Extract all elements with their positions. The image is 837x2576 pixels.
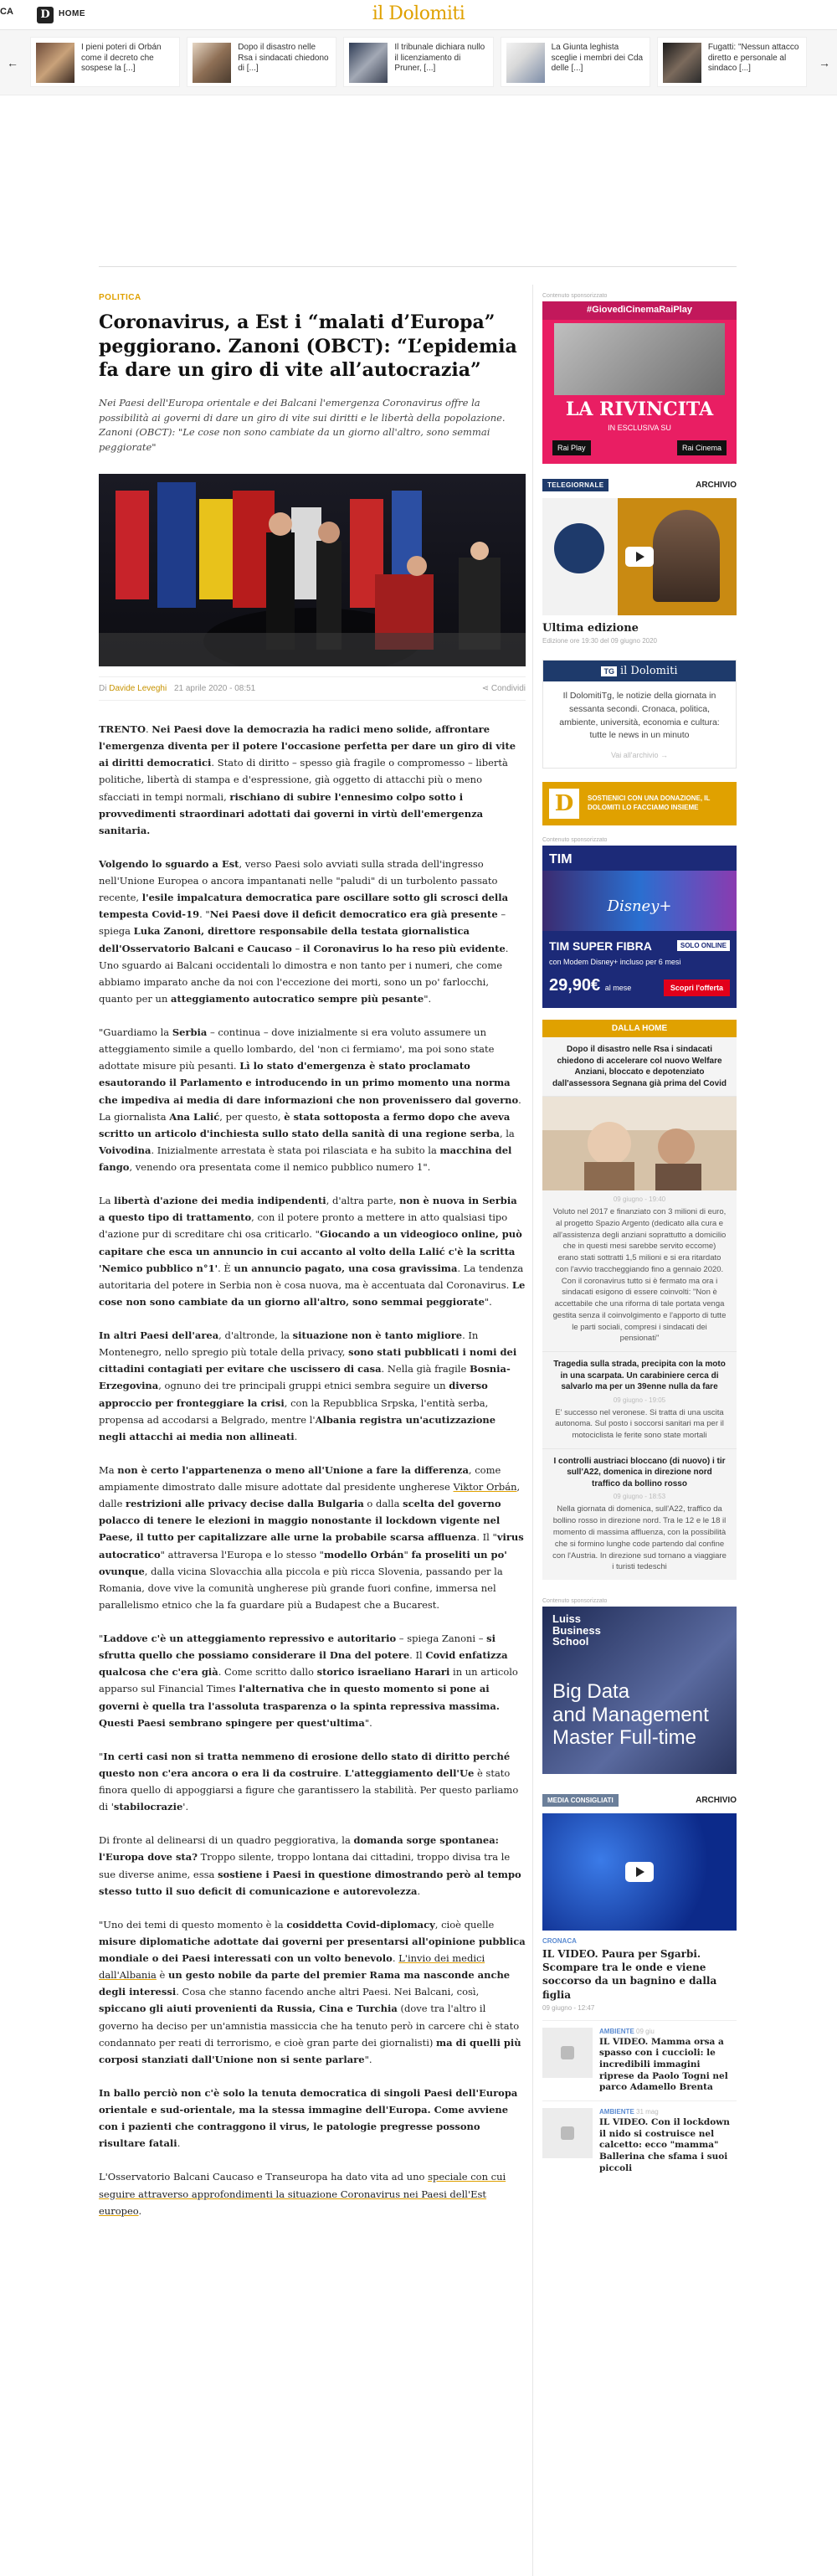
tg-promo-header [543, 661, 736, 681]
video-thumbnail-icon [542, 2028, 593, 2078]
ticker-item-text: I pieni poteri di Orbán come il decreto che sospese la [...] [81, 43, 162, 73]
article-paragraph: "Uno dei temi di questo momento è la cosiddetta Covid-diplomacy, cioè quelle misure diplomatiche adottate dai governi per presentarsi all'opinione pubblica mondiale o dei Paesi interessati con un volto benevolo. L'invio dei medici dall'Albania è un gesto nobile da parte del premier Rama ma nasconde anche degli interessi. Cosa che stanno facendo anche altri Paesi. Nei Balcani, così, spiccano gli aiuti provenienti da Russia, Cina e Turchia (dove tra l'altro il governo ha deciso per un'amnistia massiccia che ha tenuto però in carcere chi è stato condannato per reati di terrorismo, e cioè gran parte dei giornalisti) ma di quelli più corposi stanziati dall'Unione non si sente parlare". [99, 1918, 526, 2065]
media-archivio-link[interactable]: ARCHIVIO [696, 1796, 737, 1806]
dalla-home-card[interactable] [542, 1097, 737, 1352]
media-item-date: 09 giu [636, 2027, 655, 2035]
dalla-home-card[interactable] [542, 1449, 737, 1580]
share-icon: ⋖ [481, 684, 491, 694]
dalla-home-text: Voluto nel 2017 e finanziato con 3 milioni di euro, al progetto Spazio Argento (dedicato alla cura e all'assistenza degli anziani soprattutto a domicilio che in questi mesi sarebbe servito eccome) erano stati sottratti 1,5 milioni e si era ritardato con l'avvio traccheggiando fino a gennaio 2020. Con il coronavirus tutto si è fermato ma ora i sindacati esigono di essere coinvolti: "Non è accettabile che una riforma di tale portata venga gestita senza il coinvolgimento e l'apporto di tutte le parti sociali, compresi i sindacati dei pensionati" [552, 1207, 727, 1344]
ticker-thumbnail [36, 43, 74, 83]
dalla-home-title: Tragedia sulla strada, precipita con la moto in una scarpata. Un carabiniere cerca di salvarlo ma per un 39enne nulla da fare [553, 1360, 726, 1392]
donation-banner[interactable] [542, 782, 737, 825]
ticker-item[interactable] [501, 37, 650, 87]
article-paragraph: La libertà d'azione dei media indipendenti, d'altra parte, non è nuova in Serbia a questo tipo di trattamento, con il potere pronto a mettere in atto qualsiasi tipo d'azione pur di screditare chi osa criticarlo. "Giocando a un videogioco online, può capitare che esca un annuncio in cui accanto al volto della Lalić c'è la scritta 'Nemico pubblico n°1'. È un annuncio pagato, una cosa gravissima. La tendenza autoritaria del potere in Serbia non è cosa nuova, ma è accentuata dal Coronavirus. Le cose non sono cambiate da un giorno all'altro, sono semmai peggiorate". [99, 1195, 526, 1308]
disney-logo: Disney+ [607, 897, 672, 915]
media-consigliati-header [542, 1794, 737, 1807]
chevron-left-icon[interactable]: ← [7, 56, 18, 69]
tg-promo-text: Il DolomitiTg, le notizie della giornata in sessanta secondi. Cronaca, politica, ambiente, università, economia e cultura: tutte le news in un minuto [559, 691, 720, 741]
video-title[interactable]: IL VIDEO. Paura per Sgarbi. Scompare tra le onde e viene soccorso da un bagnino e dalla figlia [542, 1948, 717, 2001]
play-icon[interactable] [625, 1862, 654, 1882]
video-thumbnail-icon [542, 2108, 593, 2158]
chevron-right-icon[interactable]: → [819, 56, 830, 69]
video-category[interactable]: CRONACA [542, 1937, 577, 1946]
tim-price-suffix: al mese [604, 984, 632, 992]
ad-banner-tim[interactable] [542, 846, 737, 1008]
dalla-home-photo [542, 1097, 737, 1190]
dalla-home-box [542, 1020, 737, 1580]
hero-photo [99, 474, 526, 666]
article-paragraph: "Laddove c'è un atteggiamento repressivo e autoritario – spiega Zanoni – si sfrutta quello che possiamo considerare il Dna del potere. Il Covid enfatizza qualcosa che c'era già. Come scritto dallo storico israeliano Harari in un articolo apparso sul Financial Times l'alternativa che in questo momento si pone ai governi è quella tra l'assoluta trasparenza o la spinta repressiva massima. Questi Paesi sembrano spingere per quest'ultima". [99, 1632, 518, 1729]
dalla-home-card[interactable] [542, 1037, 737, 1097]
tg-emblem-icon [554, 523, 604, 573]
tim-ad-cta[interactable]: Scopri l'offerta [664, 979, 730, 996]
site-logo[interactable]: il Dolomiti [372, 3, 465, 24]
media-item-title: IL VIDEO. Con il lockdown il nido si costruisce nel calcetto: ecco "mamma" Ballerina che sfama i suoi piccoli [599, 2117, 730, 2173]
ticker-item[interactable] [30, 37, 180, 87]
dalla-home-text: Nella giornata di domenica, sull'A22, traffico da bollino rosso in direzione nord. Tra le 12 e le 18 il momento di massima affluenza, con la possibilità che si formino lunghe code partendo dal confine con l'Austria. In direzione sud tornano a viaggiare i turisti tedeschi [552, 1504, 727, 1572]
tim-ad-badge: SOLO ONLINE [677, 940, 730, 951]
article-paragraph: Di fronte al delinearsi di un quadro peggiorativa, la domanda sorge spontanea: l'Europa dove sta? Troppo silente, troppo lontana dai cittadini, troppo divisa tra le sue diverse anime, essa sostiene i Paesi in questione dimostrando però al tempo stesso tutto il suo deficit di comunicazione e autorevolezza. [99, 1834, 521, 1897]
dalla-home-title: I controlli austriaci bloccano (di nuovo) i tir sull'A22, domenica in direzione nord traffico da bollino rosso [553, 1456, 726, 1489]
ticker-item[interactable] [187, 37, 336, 87]
ad-label: Contenuto sponsorizzato [542, 293, 608, 299]
home-link[interactable]: HOME [59, 9, 85, 18]
tim-logo: TIM [549, 852, 573, 866]
tg-prefix: TG [601, 666, 617, 676]
tg-presenter [653, 510, 720, 602]
ticker-item-text: Dopo il disastro nelle Rsa i sindacati chiedono di [...] [238, 43, 329, 73]
article-paragraph: TRENTO. Nei Paesi dove la democrazia ha radici meno solide, affrontare l'emergenza diventa per il potere l'occasione perfetta per dare un giro di vite ai diritti democratici. Stato di diritto – spesso già fragile o compromesso – libertà politiche, libertà di stampa e d'espressione, già oggetto di attacchi più o meno sfacciati in tempi normali, rischiano di subire l'ennesimo colpo sotto i provvedimenti straordinari adottati dai governi in virtù dell'emergenza sanitaria. [99, 723, 516, 836]
column-divider [532, 285, 533, 2576]
tim-price-value: 29,90€ [549, 976, 601, 995]
ad-label: Contenuto sponsorizzato [542, 837, 608, 843]
top-bar [0, 0, 837, 30]
ad-label: Contenuto sponsorizzato [542, 1598, 608, 1605]
tim-ad-price [549, 976, 631, 995]
share-label: Condividi [490, 684, 526, 694]
article-headline: Coronavirus, a Est i “malati d’Europa” peggiorano. Zanoni (OBCT): “L’epidemia fa dare un giro di vite all’autocrazia” [99, 311, 517, 382]
byline-prefix: Di [99, 684, 107, 694]
media-item-category: AMBIENTE 31 mag [599, 2108, 659, 2116]
ticker-item[interactable] [657, 37, 807, 87]
ad-photo [554, 323, 725, 395]
ticker-thumbnail [193, 43, 231, 83]
share-button[interactable] [482, 684, 526, 693]
dalla-home-date: 09 giugno - 19:05 [613, 1396, 666, 1404]
dalla-home-date: 09 giugno - 19:40 [613, 1195, 666, 1203]
article-hero-image [99, 474, 526, 666]
video-date: 09 giugno - 12:47 [542, 2003, 595, 2012]
article-paragraph: In altri Paesi dell'area, d'altronde, la situazione non è tanto migliore. In Montenegro, nello spregio più totale della privacy, sono stati pubblicati i nomi dei cittadini contagiati per evitare che uscissero di casa. Nella già fragile Bosnia-Erzegovina, ognuno dei tre principali gruppi etnici sembra seguire un diverso approccio per fronteggiare la crisi, con la Repubblica Srpska, l'entità serba, propensa ad accodarsi a Belgrado, mentre l'Albania registra un'acutizzazione negli attacchi ai media non allineati. [99, 1329, 517, 1442]
luiss-line2: Business [552, 1623, 601, 1637]
ticker-items [30, 37, 807, 87]
article-paragraph: In ballo perciò non c'è solo la tenuta democratica di singoli Paesi dell'Europa orientale e sud-orientale, ma la stessa immagine dell'Europa. Come avviene con i pazienti che contraggono il virus, le patologie pregresse possono risultare fatali. [99, 2086, 518, 2150]
dalla-home-date: 09 giugno - 18:53 [613, 1493, 666, 1501]
article-paragraph: Ma non è certo l'appartenenza o meno all'Unione a fare la differenza, come ampiamente dimostrato dalle misure adottate dal presidente ungherese Viktor Orbán, dalle restrizioni alle privacy decise dalla Bulgaria o dalla scelta del governo polacco di tenere le elezioni in maggio nonostante il lockdown vigente nel Paese, il tutto per capitalizzare alle urne la probabile scarsa affluenza. Il "virus autocratico" attraversa l'Europa e lo stesso "modello Orbán" fa proseliti un po' ovunque, dalla vicina Slovacchia alla piccola e più ricca Slovenia, passando per la Romania, dove vive la comunità ungherese più grande fuori confine, immersa nel parallelismo etnico che la fa guardare più a Budapest che a Bucarest. [99, 1463, 524, 1611]
media-video-player[interactable] [542, 1813, 737, 1931]
ticker-item-text: La Giunta leghista sceglie i membri dei Cda delle [...] [551, 43, 644, 73]
article [99, 293, 526, 2219]
telegiornale-header [542, 479, 737, 491]
play-icon[interactable] [625, 547, 654, 567]
article-paragraph: Volgendo lo sguardo a Est, verso Paesi solo avviati sulla strada dell'ingresso nell'Unione Europea o ancora impantanati nelle "paludi" di un turbolento passato recente, l'esile impalcatura democratica pare oscillare sotto gli scrosci della tempesta Covid-19. "Nei Paesi dove il deficit democratico era già presente – spiega Luka Zanoni, direttore responsabile della testata giornalistica dell'Osservatorio Balcani e Caucaso – il Coronavirus lo ha reso più evidente. Uno sguardo ai Balcani occidentali lo dimostra e non tanto per i numeri, che come abbiamo imparato anche da noi con l'eccezione dei morti, sono un po' farlocchi, quanto per un atteggiamento autocratico sempre più pesante". [99, 857, 509, 1005]
media-item-category: AMBIENTE 09 giu [599, 2027, 655, 2035]
luiss-headline [552, 1680, 709, 1750]
tg-video-player[interactable] [542, 498, 737, 615]
media-list [542, 2020, 737, 2181]
sidebar [542, 293, 737, 2181]
ticker-item-text: Fugatti: "Nessun attacco diretto e personale al sindaco [...] [707, 43, 799, 73]
ad-brand-raiplay: Rai Play [552, 440, 591, 455]
tg-brand: il Dolomiti [619, 665, 678, 677]
telegiornale-tag[interactable]: TELEGIORNALE [542, 479, 608, 491]
ticker-item-text: Il tribunale dichiara nullo il licenziamento di Pruner, [...] [394, 43, 485, 73]
media-list-item[interactable] [542, 2100, 737, 2181]
ad-banner-luiss[interactable] [542, 1607, 737, 1774]
dalla-home-text: E' successo nel veronese. Si tratta di una uscita autonoma. Sul posto i soccorsi sanitari ma per il motociclista le ferite sono state mortali [555, 1407, 724, 1441]
article-standfirst: Nei Paesi dell'Europa orientale e dei Balcani l'emergenza Coronavirus offre la possibilità ai governi di dare un giro di vite sui diritti e le libertà della popolazione. Zanoni (OBCT): "Le cose non sono cambiate da un giorno all'altro, sono semmai peggiorate" [99, 396, 506, 454]
article-paragraph: "In certi casi non si tratta nemmeno di erosione dello stato di diritto perché questo non c'era ancora o era li da costruire. L'atteggiamento dell'Ue è stato finora quello di appoggiarsi a figure che garantissero la stabilità. Per questo parliamo di 'stabilocrazie'. [99, 1750, 519, 1813]
article-body [99, 721, 526, 2219]
ticker-thumbnail [663, 43, 701, 83]
ad-banner-raiplay[interactable] [542, 301, 737, 464]
article-paragraph: "Guardiamo la Serbia – continua – dove inizialmente si era voluto assumere un atteggiamento simile a quello lombardo, del 'non ci fermiamo', ma poi sono state adottate misure più pesanti. Lì lo stato d'emergenza è stato proclamato esautorando il Parlamento e introducendo in un primo momento una norma che impediva ai media di dare informazioni che non provenissero dal governo. La giornalista Ana Lalić, per questo, è stata sottoposta a fermo dopo che aveva scritto un articolo d'inchiesta sullo stato della sanità di una regione serba, la Voivodina. Inizialmente arrestata è stata poi rilasciata e ha subito la macchina del fango, venendo ora presentata come il nemico pubblico numero 1". [99, 1026, 521, 1174]
article-byline [99, 676, 526, 701]
menu-label[interactable]: CA [0, 7, 13, 17]
dalla-home-title: Dopo il disastro nelle Rsa i sindacati chiedono di accelerare col nuovo Welfare Anziani, bloccato e depotenziato dall'assessora Segnana già prima del Covid [552, 1045, 727, 1088]
ultima-edizione-date: Edizione ore 19:30 del 09 giugno 2020 [542, 637, 657, 645]
media-item-title: IL VIDEO. Mamma orsa a spasso con i cuccioli: le incredibili immagini riprese da Paolo Togni nel parco Adamello Brenta [599, 2036, 728, 2093]
donation-logo: D [549, 789, 579, 819]
tim-ad-sub: con Modem Disney+ incluso per 6 mesi [549, 958, 681, 966]
ad-hashtag: #GiovedìCinemaRaiPlay [587, 305, 692, 315]
tg-archive-link[interactable]: Vai all'archivio → [610, 751, 669, 759]
tim-ad-title: TIM SUPER FIBRA [549, 939, 652, 953]
luiss-line1: Luiss [552, 1612, 581, 1626]
article-paragraph: L'Osservatorio Balcani Caucaso e Transeuropa ha dato vita ad uno speciale con cui seguire attraverso approfondimenti la situazione Coronavirus nei Paesi dell'Est europeo. [99, 2171, 506, 2217]
media-list-item[interactable] [542, 2020, 737, 2100]
article-category[interactable]: POLITICA [99, 293, 141, 302]
news-ticker [0, 30, 837, 95]
ad-title: LA RIVINCITA [565, 398, 714, 420]
logo-icon[interactable]: D [37, 7, 54, 23]
ticker-thumbnail [349, 43, 388, 83]
dalla-home-header: DALLA HOME [542, 1020, 737, 1037]
luiss-big1: Big Data [552, 1680, 630, 1704]
donation-text: SOSTIENICI CON UNA DONAZIONE, IL DOLOMITI LO FACCIAMO INSIEME [588, 794, 711, 812]
dalla-home-card[interactable] [542, 1352, 737, 1449]
luiss-big3: Master Full-time [552, 1726, 697, 1750]
ticker-item[interactable] [343, 37, 493, 87]
ad-brand-raicinema: Rai Cinema [677, 440, 727, 455]
author-link[interactable]: Davide Leveghi [109, 684, 167, 694]
media-item-date: 31 mag [636, 2108, 659, 2116]
ticker-thumbnail [506, 43, 545, 83]
archivio-link[interactable]: ARCHIVIO [696, 481, 737, 490]
media-consigliati-tag[interactable]: MEDIA CONSIGLIATI [542, 1794, 619, 1807]
ultima-edizione-title[interactable]: Ultima edizione [542, 622, 639, 635]
tg-promo-box [542, 660, 737, 769]
luiss-big2: and Management [552, 1703, 709, 1726]
byline-author [99, 684, 255, 693]
article-date: 21 aprile 2020 - 08:51 [173, 684, 256, 694]
luiss-line3: School [552, 1635, 589, 1648]
luiss-logo [552, 1613, 601, 1648]
dalla-home-image [542, 1097, 737, 1190]
content-divider [99, 266, 737, 267]
ad-sub: IN ESCLUSIVA SU [608, 424, 671, 432]
